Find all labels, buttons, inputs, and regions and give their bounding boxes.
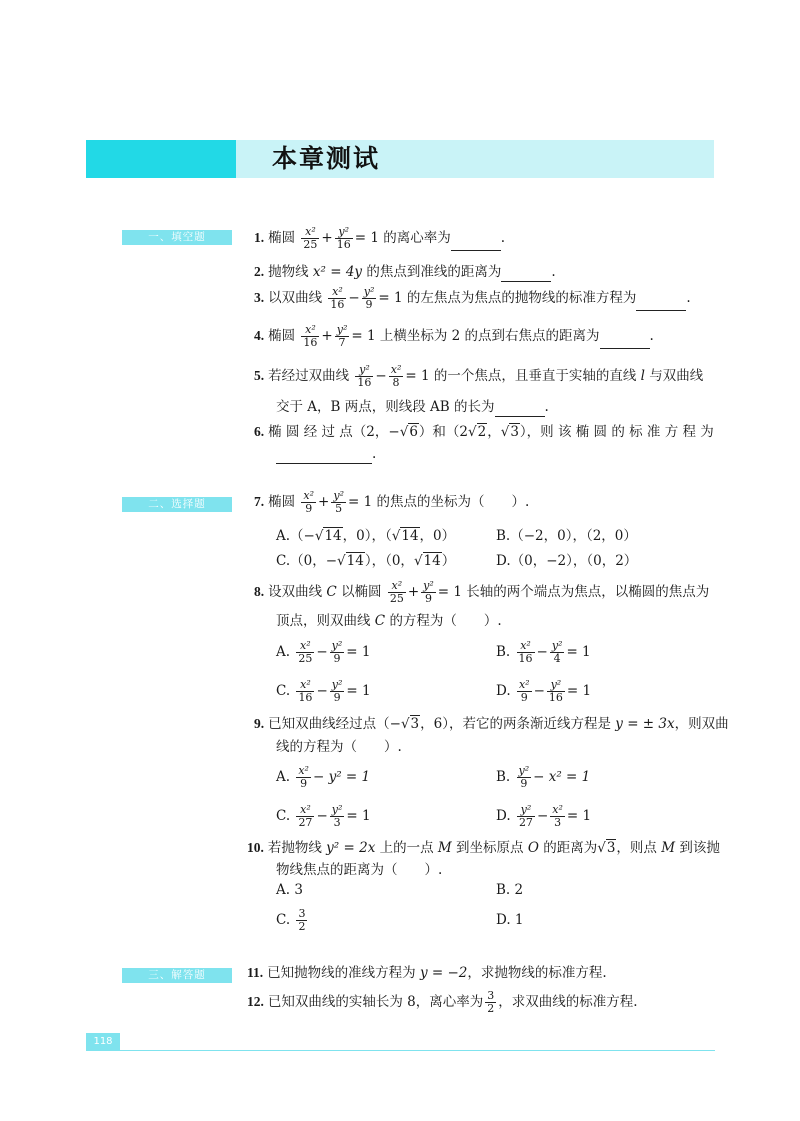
q8-option-a[interactable]: A. $\frac{\text{x²}}{25}$ − $\frac{\text{y²}}{9}$ = 1: [276, 639, 371, 665]
question-5-line-2: 交于 A，B 两点，则线段 AB 的长为 .: [276, 399, 549, 415]
q9-option-d[interactable]: D. $\frac{\text{y²}}{27}$ − $\frac{\text{x²}}{3}$ = 1: [496, 803, 592, 829]
question-1: 1. 椭圆 $\frac{\text{x²}}{25}$ + $\frac{\text{y²}}{16}$ = 1 的离心率为 .: [254, 225, 506, 251]
question-9: 9. 已知双曲线经过点（−√3，6），若它的两条渐近线方程是 y = ± 3x，则双曲: [254, 716, 729, 732]
answer-blank: [636, 296, 686, 311]
section-label-fill: 一、填空题: [122, 230, 232, 245]
chapter-title: 本章测试: [272, 144, 381, 173]
answer-blank: [501, 267, 551, 282]
q7-option-c[interactable]: C.（0，−√14），（0，√14）: [276, 553, 456, 569]
q8-option-b[interactable]: B. $\frac{\text{x²}}{16}$ − $\frac{\text{y²}}{4}$ = 1: [496, 639, 591, 665]
question-9-line-2: 线的方程为（ ）.: [276, 739, 402, 755]
question-8: 8. 设双曲线 C 以椭圆 $\frac{\text{x²}}{25}$ + $\frac{\text{y²}}{9}$ = 1 长轴的两个端点为焦点，以椭圆的焦点为: [254, 579, 710, 605]
section-label-choice: 二、选择题: [122, 497, 232, 512]
title-band-accent: [86, 140, 236, 178]
question-10-line-2: 物线焦点的距离为（ ）.: [276, 862, 443, 878]
question-10: 10. 若抛物线 y² = 2x 上的一点 M 到坐标原点 O 的距离为√3，则点 M 到该抛: [247, 840, 720, 856]
q10-option-c[interactable]: C. $\frac{3}{2}$: [276, 907, 306, 933]
question-7: 7. 椭圆 $\frac{\text{x²}}{9}$ + $\frac{\text{y²}}{5}$ = 1 的焦点的坐标为（ ）.: [254, 489, 530, 515]
answer-blank: [276, 449, 372, 464]
q9-option-b[interactable]: B. $\frac{\text{y²}}{9}$ − x² = 1: [496, 764, 591, 790]
footer-divider: [120, 1050, 715, 1051]
question-11: 11. 已知抛物线的准线方程为 y = −2，求抛物线的标准方程.: [247, 965, 607, 981]
q10-option-b[interactable]: B. 2: [496, 882, 524, 898]
q7-option-d[interactable]: D.（0，−2），（0，2）: [496, 553, 638, 569]
question-2: 2. 抛物线 x² = 4y 的焦点到准线的距离为 .: [254, 264, 556, 280]
question-6: 6. 椭 圆 经 过 点（2，−√6）和（2√2，√3），则 该 椭 圆 的 标 准 方 程 为: [254, 424, 714, 440]
q10-option-a[interactable]: A. 3: [276, 882, 303, 898]
q10-option-d[interactable]: D. 1: [496, 912, 524, 928]
section-label-solve: 三、解答题: [122, 968, 232, 983]
q7-option-b[interactable]: B.（−2，0），（2，0）: [496, 528, 637, 544]
question-12: 12. 已知双曲线的实轴长为 8，离心率为 $\frac{3}{2}$ ，求双曲线的标准方程.: [247, 989, 638, 1015]
question-8-line-2: 顶点，则双曲线 C 的方程为（ ）.: [276, 613, 502, 629]
answer-blank: [451, 236, 501, 251]
question-3: 3. 以双曲线 $\frac{\text{x²}}{16}$ − $\frac{\text{y²}}{9}$ = 1 的左焦点为焦点的抛物线的标准方程为 .: [254, 285, 691, 311]
q8-option-d[interactable]: D. $\frac{\text{x²}}{9}$ − $\frac{\text{y²}}{16}$ = 1: [496, 678, 592, 704]
q9-option-c[interactable]: C. $\frac{\text{x²}}{27}$ − $\frac{\text{y²}}{3}$ = 1: [276, 803, 371, 829]
question-6-line-2: .: [276, 444, 742, 464]
q9-option-a[interactable]: A. $\frac{\text{x²}}{9}$ − y² = 1: [276, 764, 371, 790]
q7-option-a[interactable]: A.（−√14，0），（√14，0）: [276, 528, 456, 544]
q8-option-c[interactable]: C. $\frac{\text{x²}}{16}$ − $\frac{\text{y²}}{9}$ = 1: [276, 678, 371, 704]
question-4: 4. 椭圆 $\frac{\text{x²}}{16}$ + $\frac{\text{y²}}{7}$ = 1 上横坐标为 2 的点到右焦点的距离为 .: [254, 323, 654, 349]
answer-blank: [495, 402, 545, 417]
question-5: 5. 若经过双曲线 $\frac{\text{y²}}{16}$ − $\frac{\text{x²}}{8}$ = 1 的一个焦点，且垂直于实轴的直线 l 与双曲线: [254, 363, 704, 389]
page-number: 118: [86, 1033, 120, 1051]
answer-blank: [600, 334, 650, 349]
